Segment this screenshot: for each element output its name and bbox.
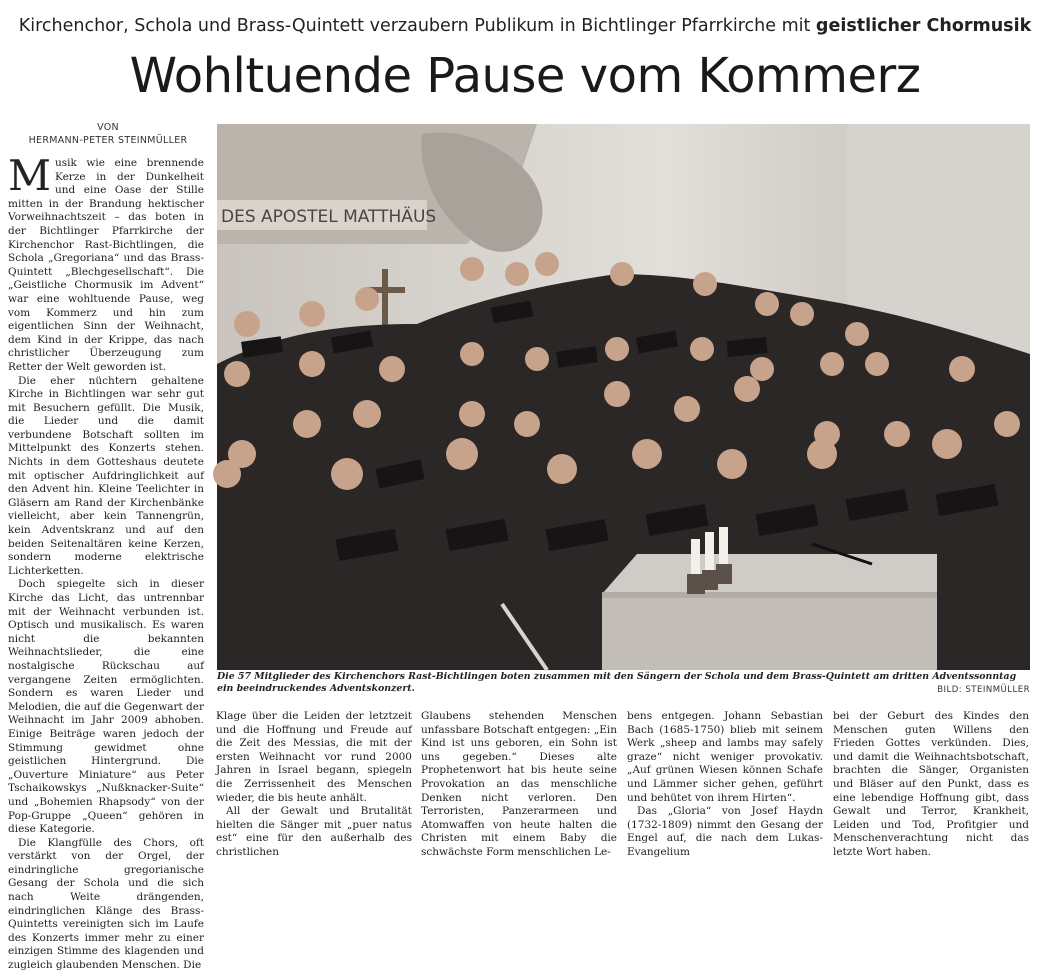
photo-caption: Die 57 Mitglieder des Kirchenchors Rast-Bichtlingen boten zusammen mit den Sängern der Schola und dem Brass-Quintett am dritten Adventssonntag ein beeindruckendes Adventskonzert. — [217, 671, 1017, 695]
paragraph: Glaubens stehenden Menschen unfassbare Botschaft entgegen: „Ein Kind ist uns geboren, ein Sohn ist uns gegeben.“ Dieses alte Prophetenwort hat bis heute seine Provokation an das menschliche Denken nicht verloren. Den Terroristen, Panzerarmeen und Atomwaffen von heute halten die Christen mit einem Baby die schwächste Form menschlichen Le- — [421, 710, 617, 858]
paragraph: Das „Gloria“ von Josef Haydn (1732-1809) nimmt den Gesang der Engel auf, die nach dem Lukas-Evangelium — [627, 805, 823, 858]
article-column-4 — [627, 710, 823, 858]
paragraph: Musik wie eine brennende Kerze in der Dunkelheit und eine Oase der Stille mitten in der Brandung hektischer Vorweihnachtszeit – das boten in der Bichtlinger Pfarrkirche der Kirchenchor Rast-Bichtlingen, die Schola „Gregoriana“ und das Brass-Quintett „Blechgesellschaft“. Die „Geistliche Chormusik im Advent“ war eine wohltuende Pause, weg vom Kommerz und hin zum eigentlichen Sinn der Weihnacht, dem Kind in der Krippe, das nach christlicher Überzeugung zum Retter der Welt geworden ist. — [8, 151, 204, 373]
paragraph: All der Gewalt und Brutalität hielten die Sänger mit „puer natus est“ eine für den außerhalb des christlichen — [216, 805, 412, 858]
wall-inscription: DES APOSTEL MATTHÄUS — [221, 207, 437, 227]
paragraph: Die Klangfülle des Chors, oft verstärkt von der Orgel, der eindringliche gregorianische Gesang der Schola und die sich nach Weite drängenden, eindringlichen Klänge des Brass-Quintetts vereinigten sich im Laufe des Konzerts immer mehr zu einer einzigen Stimme des klagenden und zugleich glaubenden Menschen. Die — [8, 836, 204, 972]
headline: Wohltuende Pause vom Kommerz — [129, 48, 921, 104]
photo-credit: BILD: STEINMÜLLER — [937, 685, 1030, 695]
paragraph: bens entgegen. Johann Sebastian Bach (1685-1750) blieb mit seinem Werk „sheep and lambs may safely graze“ nicht weniger provokativ. „Auf grünen Wiesen können Schafe und Lämmer sicher gehen, geführt und behütet von ihrem Hirten“. — [627, 710, 823, 804]
paragraph: bei der Geburt des Kindes den Menschen guten Willens den Frieden Gottes verkünden. Dies, und damit die Weihnachtsbotschaft, brachten die Sänger, Organisten und Bläser auf den Punkt, dass es eine lebendige Hoffnung gibt, dass Gewalt und Terror, Krankheit, Leiden und Tod, Profitgier und Menschenverachtung nicht das letzte Wort haben. — [833, 710, 1029, 858]
byline-von: VON — [97, 122, 119, 133]
paragraph: Die eher nüchtern gehaltene Kirche in Bichtlingen war sehr gut mit Besuchern gefüllt. Die Musik, die Lieder und die damit verbundene Botschaft sollten im Mittelpunkt des Konzerts stehen. Nichts in dem Gotteshaus deutete mit optischer Aufdringlichkeit auf den Advent hin. Kleine Teelichter in Gläsern am Rand der Kirchenbänke vielleicht, aber kein Tannengrün, kein Adventskranz und auf den beiden Seitenaltären keine Kerzen, sondern moderne elektrische Lichterketten. — [8, 374, 204, 577]
byline-author: HERMANN-PETER STEINMÜLLER — [28, 135, 188, 146]
kicker: Kirchenchor, Schola und Brass-Quintett verzaubern Publikum in Bichtlinger Pfarrkirche mit geistlicher Chormusik — [18, 16, 1032, 36]
article-column-3 — [421, 710, 617, 858]
dropcap: M — [8, 151, 52, 200]
paragraph: Klage über die Leiden der letztzeit und die Hoffnung und Freude auf die Zeit des Messias, die mit der ersten Weihnacht vor rund 2000 Jahren in Israel begann, spiegeln die Zerrissenheit des Menschen wieder, die bis heute anhält. — [216, 710, 412, 804]
article-column-5 — [833, 710, 1029, 858]
kicker-emphasis: geistlicher Chormusik — [815, 16, 1032, 36]
paragraph: Doch spiegelte sich in dieser Kirche das Licht, das untrennbar mit der Weihnacht verbunden ist. Optisch und musikalisch. Es waren nicht die bekannten Weihnachtslieder, die eine nostalgische Rückschau auf vergangene Zeiten ermöglichten. Sondern es waren Lieder und Melodien, die auf die Gegenwart der Weihnacht im Jahr 2009 abhoben. Einige Beiträge waren jedoch der Stimmung gewidmet ohne geistlichen Hintergrund. Die „Ouverture Miniature“ aus Peter Tschaikowskys „Nußknacker-Suite“ und „Bohemien Rhapsody“ von der Pop-Gruppe „Queen“ gehören in diese Kategorie. — [8, 578, 204, 836]
choir-photo — [217, 124, 1030, 670]
byline — [8, 121, 208, 147]
article-column-1 — [8, 151, 204, 972]
article-column-2 — [216, 710, 412, 858]
